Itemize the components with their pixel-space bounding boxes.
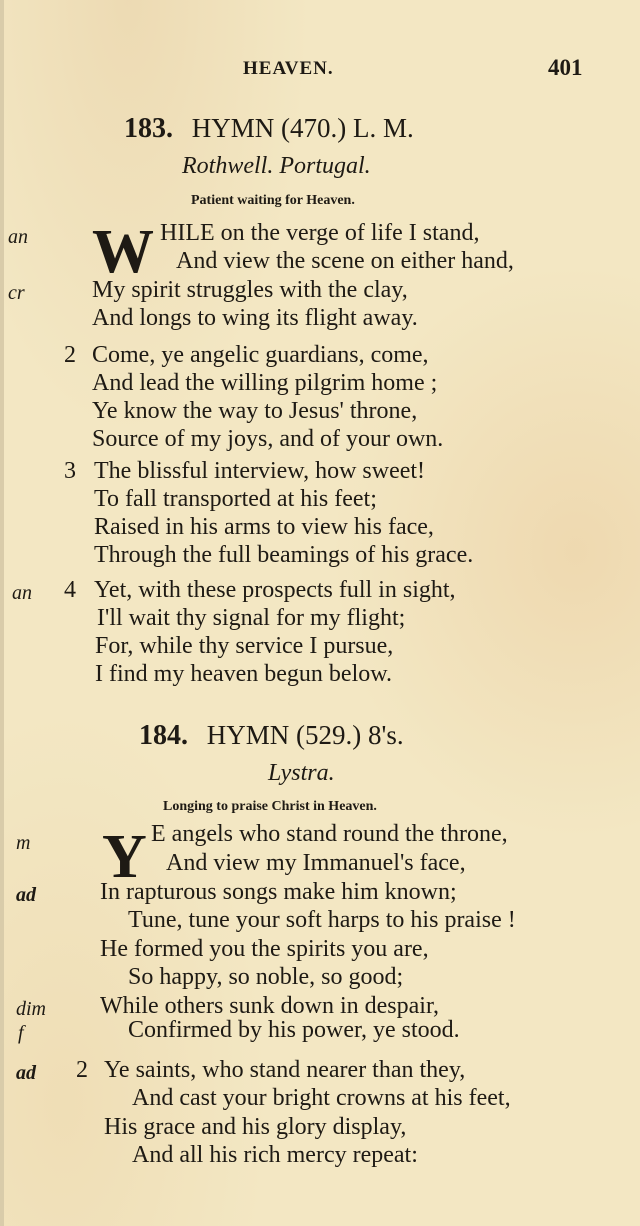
verse-line: Raised in his arms to view his face, (94, 514, 434, 540)
page-edge (0, 0, 4, 1226)
verse-line: Tune, tune your soft harps to his praise ! (128, 907, 516, 933)
hymn-heading-text: HYMN (529.) 8's. (206, 720, 404, 750)
verse-line: Ye saints, who stand nearer than they, (104, 1057, 466, 1083)
hymn-number: 183. (124, 113, 173, 144)
verse-line: Ye know the way to Jesus' throne, (92, 398, 418, 424)
margin-mark: f (18, 1022, 24, 1044)
verse-line: Confirmed by his power, ye stood. (128, 1017, 460, 1043)
verse-line: Come, ye angelic guardians, come, (92, 342, 429, 368)
verse-line: So happy, so noble, so good; (128, 964, 404, 990)
verse-line: In rapturous songs make him known; (100, 879, 457, 905)
verse-line: He formed you the spirits you are, (100, 936, 429, 962)
verse-number: 3 (64, 458, 76, 484)
running-head: HEAVEN. (243, 58, 334, 79)
margin-mark: dim (16, 998, 46, 1020)
verse-line: While others sunk down in despair, (100, 993, 439, 1019)
verse-line: My spirit struggles with the clay, (92, 277, 408, 303)
verse-line: For, while thy service I pursue, (95, 633, 394, 659)
verse-line: And longs to wing its flight away. (92, 305, 418, 331)
margin-mark: m (16, 832, 31, 854)
verse-line: I find my heaven begun below. (95, 661, 393, 687)
hymn-184-heading (139, 720, 404, 752)
margin-mark: ad (16, 884, 36, 906)
margin-mark: an (8, 226, 28, 248)
hymn-184-tunes: Lystra. (268, 760, 335, 786)
verse-line: E angels who stand round the throne, (151, 821, 508, 847)
hymn-183-subtitle: Patient waiting for Heaven. (191, 193, 355, 208)
verse-line: Source of my joys, and of your own. (92, 426, 444, 452)
verse-line: The blissful interview, how sweet! (94, 458, 426, 484)
hymn-183-heading (124, 113, 414, 145)
verse-number: 2 (76, 1057, 88, 1083)
verse-line: HILE on the verge of life I stand, (160, 220, 480, 246)
verse-line: And lead the willing pilgrim home ; (92, 370, 438, 396)
hymn-heading-text: HYMN (470.) L. M. (191, 113, 414, 143)
margin-mark: ad (16, 1062, 36, 1084)
verse-line: And all his rich mercy repeat: (132, 1142, 418, 1168)
drop-cap: Y (102, 823, 147, 891)
verse-line: And cast your bright crowns at his feet, (132, 1085, 511, 1111)
verse-line: And view the scene on either hand, (176, 248, 514, 274)
margin-mark: cr (8, 282, 25, 304)
verse-line: His grace and his glory display, (104, 1114, 407, 1140)
hymn-184-subtitle: Longing to praise Christ in Heaven. (163, 799, 377, 814)
page-number: 401 (548, 55, 583, 80)
verse-line: Through the full beamings of his grace. (94, 542, 474, 568)
margin-mark: an (12, 582, 32, 604)
hymn-183-tunes: Rothwell. Portugal. (182, 153, 371, 179)
verse-line: And view my Immanuel's face, (166, 850, 466, 876)
verse-number: 4 (64, 577, 76, 603)
verse-number: 2 (64, 342, 76, 368)
verse-line: I'll wait thy signal for my flight; (97, 605, 406, 631)
drop-cap: W (92, 218, 154, 286)
verse-line: To fall transported at his feet; (94, 486, 377, 512)
hymn-number: 184. (139, 720, 188, 751)
verse-line: Yet, with these prospects full in sight, (94, 577, 456, 603)
